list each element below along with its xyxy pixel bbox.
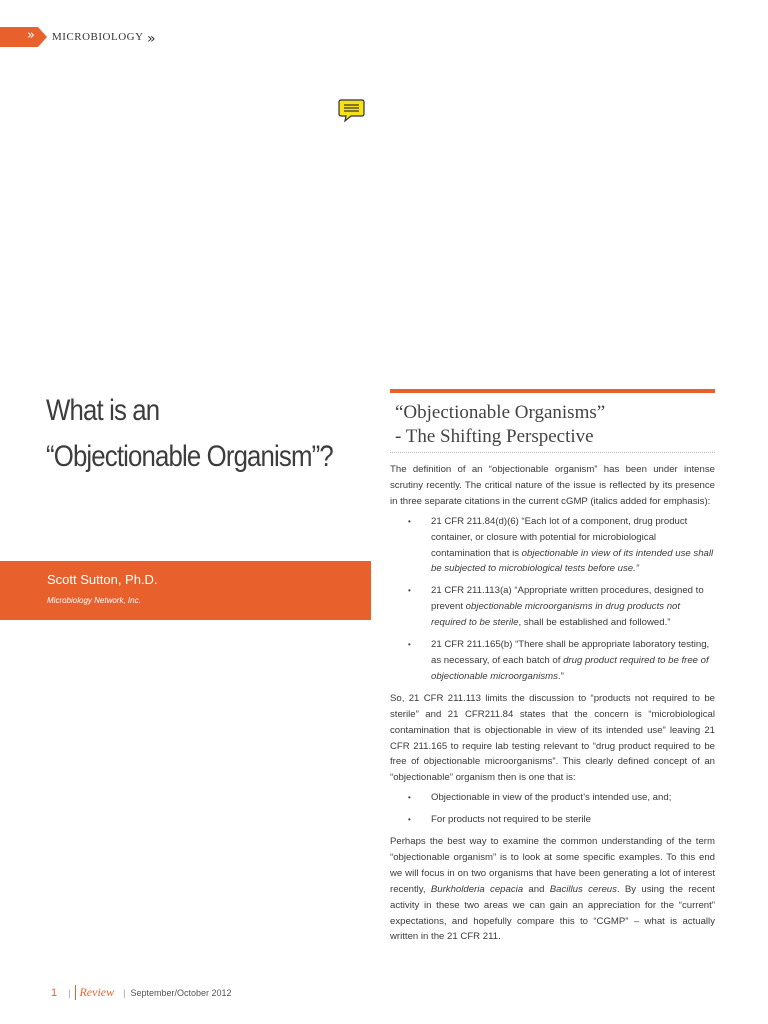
divider: | [68, 987, 71, 998]
comment-note-icon[interactable] [338, 99, 365, 123]
section-heading [390, 393, 715, 453]
divider: | [123, 987, 126, 998]
list-item: • 21 CFR 211.84(d)(6) “Each lot of a component, drug product container, or closure with potential for microbiological contamination that is objectionable in view of its intended use shall be subjected to microbiological tests before use.” [390, 514, 715, 578]
author-band [0, 561, 371, 620]
author-affiliation: Microbiology Network, Inc. [47, 596, 141, 605]
page-footer [51, 985, 232, 1000]
chevron-right-icon: » [147, 31, 156, 47]
title-line: What is an [46, 394, 160, 427]
criteria-list [390, 790, 715, 828]
article-body-column [390, 389, 715, 945]
list-item: • For products not required to be sterile [390, 812, 715, 828]
paragraph: Perhaps the best way to examine the common understanding of the term “objectionable organism” is to look at some specific examples. To this end we will focus in on two organisms that have been generating a lot of interest recently, Burkholderia cepacia and Bacillus cereus. By using the recent activity in these two areas we can gain an appreciation for the “current” expectations, and hopefully compare this to “CGMP” – what is actually written in the 21 CFR 211. [390, 836, 715, 943]
section-heading-line: “Objectionable Organisms” [395, 402, 606, 423]
paragraph: So, 21 CFR 211.113 limits the discussion to “products not required to be sterile” and 21 CFR211.84 states that the concern is “microbiological contamination that is objectionable in view of its intended use” leaving 21 CFR 211.165 to require lab testing relevant to “drug product required to be free of objectionable microorganisms”. This clearly defined concept of an “objectionable” organism then is one that is: [390, 692, 715, 784]
publication-logo: Review [75, 985, 114, 1000]
paragraph: The definition of an “objectionable organism” has been under intense scrutiny recently. The critical nature of the issue is reflected by its presence in three separate citations in the current cGMP (italics added for emphasis): [390, 464, 715, 507]
citation-list [390, 514, 715, 685]
list-item: • 21 CFR 211.165(b) “There shall be appropriate laboratory testing, as necessary, of each batch of drug product required to be free of objectionable microorganisms.” [390, 637, 715, 685]
issue-date: September/October 2012 [130, 987, 232, 998]
article-title [46, 388, 333, 480]
list-item: • 21 CFR 211.113(a) “Appropriate written procedures, designed to prevent objectionable microorganisms in drug products not required to be sterile, shall be established and followed.” [390, 583, 715, 631]
author-name: Scott Sutton, Ph.D. [47, 572, 158, 587]
chevron-right-icon: » [27, 28, 35, 43]
page-number: 1 [51, 986, 58, 999]
section-label: MICROBIOLOGY [52, 31, 144, 43]
section-heading-line: - The Shifting Perspective [395, 426, 594, 447]
title-line: “Objectionable Organism”? [46, 440, 333, 473]
list-item: • Objectionable in view of the product’s intended use, and; [390, 790, 715, 806]
